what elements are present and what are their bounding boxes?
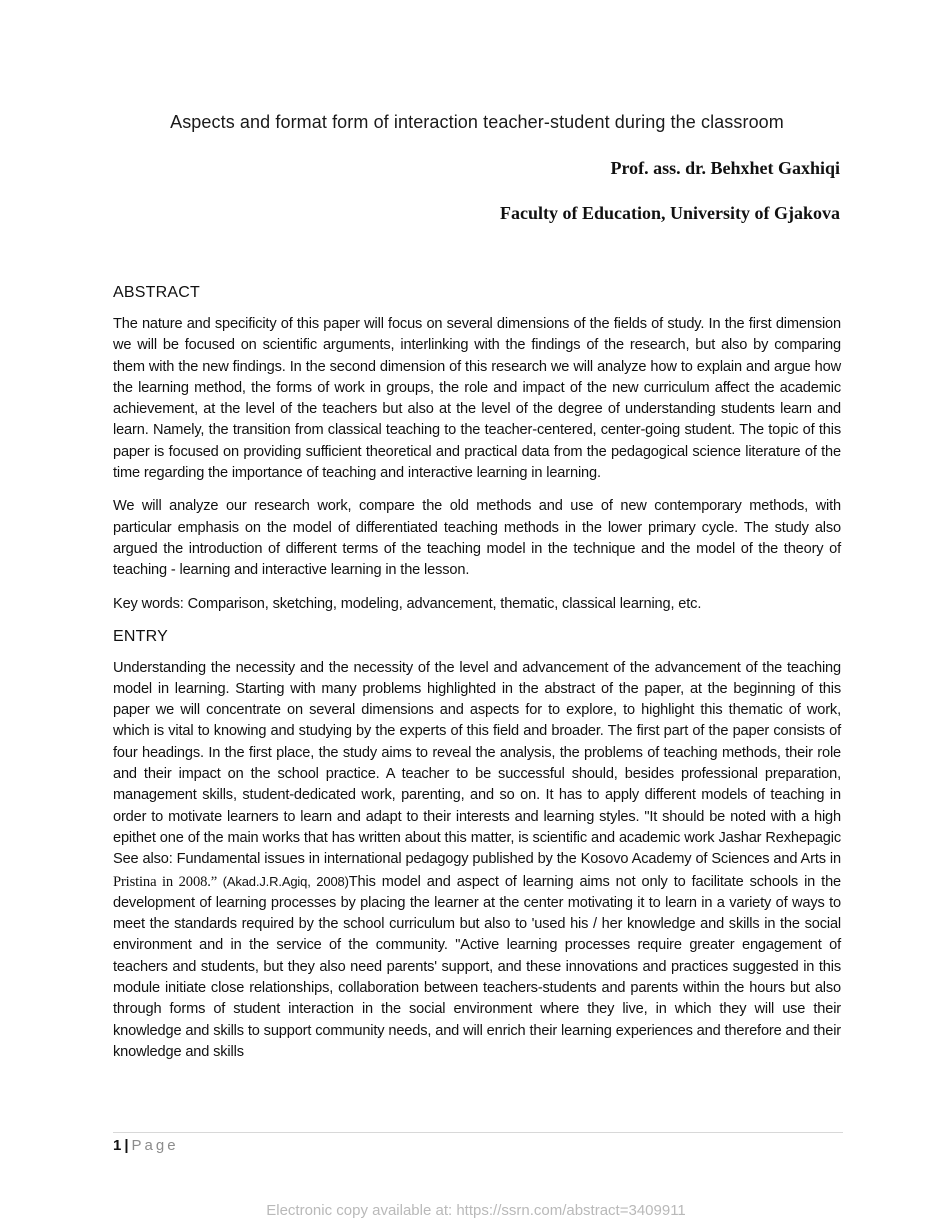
- abstract-paragraph-2: We will analyze our research work, compare the old methods and use of new contemporary methods, with particular emphasis on the model of differentiated teaching methods in the lower primary cycle. The study also argued the introduction of different terms of the teaching model in the technique and the model of the theory of teaching - learning and interactive learning in the lesson.: [113, 498, 841, 579]
- author-name: Prof. ass. dr. Behxhet Gaxhiqi: [610, 158, 840, 178]
- entry-text-part-2: This model and aspect of learning aims not only to facilitate schools in the development of learning processes by placing the learner at the center motivating it to learn in a variety of ways to meet the standards required by the school curriculum but also to 'used his / her knowledge and skills in the social environment and in the service of the community. "Active learning processes require greater engagement of teachers and students, but they also need parents' support, and these innovations and practices suggested in this module initiate close relationships, collaboration between teachers-students and parents within the hours but also through forms of student interaction in the social environment where they live, in which they will use their knowledge and skills to support community needs, and will enrich their learning experiences and therefore and their knowledge and skills: [113, 873, 841, 1060]
- author-affiliation: Faculty of Education, University of Gjakova: [500, 203, 840, 223]
- main-content: [113, 282, 841, 1075]
- footer-divider: [113, 1132, 843, 1133]
- keywords: Key words: Comparison, sketching, modeling, advancement, thematic, classical learning, etc.: [113, 595, 702, 612]
- abstract-paragraph-1: The nature and specificity of this paper will focus on several dimensions of the fields of study. In the first dimension we will be focused on scientific arguments, interlinking with the findings of the research, but also by comparing them with the new findings. In the second dimension of this research we will analyze how to explain and argue how the learning method, the forms of work in groups, the role and impact of the new curriculum affect the academic achievement, at the level of the teachers but also at the level of the degree of understanding students learn and learn. Namely, the transition from classical teaching to the teacher-centered, center-going student. The topic of this paper is focused on providing sufficient theoretical and practical data from the pedagogical science literature of the time regarding the importance of teaching and interactive learning in learning.: [113, 316, 841, 482]
- entry-text-serif: Pristina in 2008.”: [113, 873, 218, 890]
- ssrn-watermark: Electronic copy available at: https://ssrn.com/abstract=3409911: [266, 1202, 686, 1219]
- page-number: 1: [113, 1137, 122, 1154]
- page-label: Page: [131, 1137, 179, 1154]
- page-footer: [113, 1137, 179, 1154]
- citation: (Akad.J.R.Agiq, 2008): [217, 873, 349, 889]
- abstract-heading: ABSTRACT: [113, 284, 200, 301]
- paper-title: Aspects and format form of interaction teacher-student during the classroom: [170, 112, 784, 132]
- footer-separator: |: [124, 1137, 129, 1154]
- entry-paragraph-1: [113, 658, 841, 1064]
- entry-heading: ENTRY: [113, 627, 168, 645]
- entry-text-part-1: Understanding the necessity and the necessity of the level and advancement of the advancement of the teaching model in learning. Starting with many problems highlighted in the abstract of the paper, at the beginning of this paper we will concentrate on several dimensions and aspects for to explore, to highlight this thematic of work, which is vital to knowing and studying by the experts of this field and broader. The first part of the paper consists of four headings. In the first place, the study aims to reveal the analysis, the problems of teaching methods, their role and their impact on the school practice. A teacher to be successful should, besides professional preparation, management skills, student-dedicated work, parenting, and so on. It has to apply different models of teaching in order to motivate learners to learn and adapt to their interests and learning styles. "It should be noted with a high epithet one of the main works that has written about this matter, is scientific and academic work Jashar Rexhepagic See also: Fundamental issues in international pedagogy published by the Kosovo Academy of Sciences and Arts in: [113, 659, 841, 868]
